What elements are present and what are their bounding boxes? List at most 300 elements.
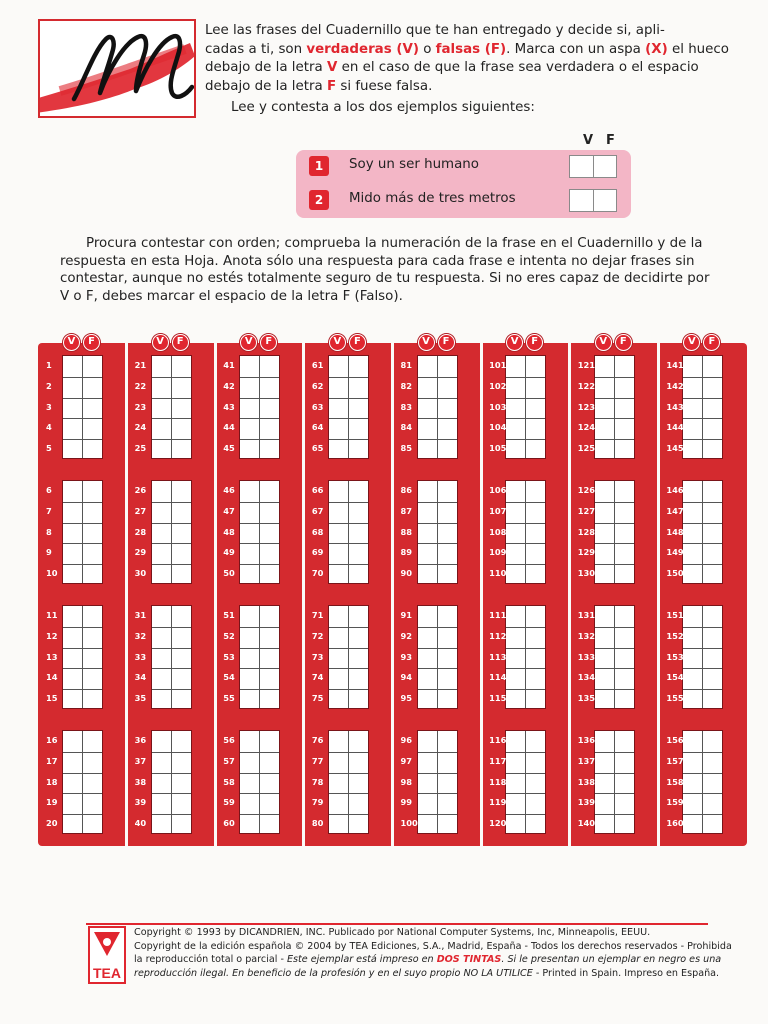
item-number: 106 (489, 485, 507, 495)
answer-block (417, 480, 458, 584)
f-answer-cell[interactable] (172, 523, 192, 544)
intro-highlight: falsas (F) (435, 41, 507, 57)
footer-copyright (134, 926, 734, 980)
f-answer-cell[interactable] (172, 793, 192, 814)
f-answer-cell[interactable] (172, 564, 192, 585)
intro-text: debajo de la letra (205, 78, 327, 94)
f-answer-cell[interactable] (615, 648, 635, 669)
f-answer-cell[interactable] (526, 439, 546, 460)
f-answer-cell[interactable] (83, 481, 103, 502)
item-number: 160 (666, 818, 684, 829)
item-number: 62 (311, 380, 324, 391)
f-answer-cell[interactable] (438, 377, 458, 398)
f-answer-cell[interactable] (703, 418, 723, 439)
f-answer-cell[interactable] (349, 439, 369, 460)
answer-block (151, 480, 192, 584)
f-answer-cell[interactable] (526, 731, 546, 752)
f-answer-cell[interactable] (526, 564, 546, 585)
answer-block (505, 730, 546, 834)
f-answer-cell[interactable] (438, 731, 458, 752)
answer-block (328, 605, 369, 709)
item-number: 42 (223, 380, 235, 391)
f-answer-cell[interactable] (172, 502, 192, 523)
item-number: 109 (489, 547, 507, 558)
f-answer-cell[interactable] (83, 627, 103, 648)
f-answer-cell[interactable] (172, 481, 192, 502)
item-number: 4 (46, 422, 52, 433)
f-answer-cell[interactable] (260, 439, 280, 460)
instructions-line: Procura contestar con orden; comprueba la numeración de la frase en el Cuadernillo y de la (86, 236, 703, 251)
f-answer-cell[interactable] (438, 481, 458, 502)
f-answer-cell[interactable] (615, 418, 635, 439)
f-answer-cell[interactable] (438, 668, 458, 689)
f-answer-cell[interactable] (349, 814, 369, 835)
f-answer-cell[interactable] (349, 377, 369, 398)
item-number: 145 (666, 443, 684, 454)
f-answer-cell[interactable] (615, 377, 635, 398)
f-answer-cell[interactable] (260, 481, 280, 502)
f-answer-cell[interactable] (438, 564, 458, 585)
f-answer-cell[interactable] (703, 398, 723, 419)
f-answer-cell[interactable] (349, 752, 369, 773)
item-number: 119 (489, 797, 507, 808)
f-answer-cell[interactable] (349, 523, 369, 544)
item-number: 8 (46, 526, 52, 537)
item-number: 156 (666, 735, 684, 745)
f-answer-cell[interactable] (172, 377, 192, 398)
example-number: 2 (309, 190, 329, 210)
f-answer-cell[interactable] (615, 523, 635, 544)
f-answer-cell[interactable] (438, 502, 458, 523)
column-gutter (214, 343, 217, 846)
item-number: 46 (223, 485, 235, 495)
item-number: 60 (223, 818, 235, 829)
f-answer-cell[interactable] (83, 502, 103, 523)
item-number: 137 (577, 755, 596, 766)
item-number: 148 (666, 526, 684, 537)
f-answer-cell[interactable] (526, 377, 546, 398)
f-answer-cell[interactable] (438, 356, 458, 377)
item-number: 91 (400, 610, 413, 620)
f-answer-cell[interactable] (83, 418, 103, 439)
f-answer-cell[interactable] (260, 418, 280, 439)
item-number: 93 (400, 651, 413, 662)
f-answer-cell[interactable] (615, 752, 635, 773)
item-number: 70 (311, 568, 324, 579)
f-answer-cell[interactable] (438, 439, 458, 460)
example-f-checkbox[interactable] (594, 190, 617, 211)
item-number: 67 (311, 505, 324, 516)
item-number: 107 (489, 505, 507, 516)
answer-block (151, 605, 192, 709)
f-answer-cell[interactable] (172, 543, 192, 564)
f-answer-cell[interactable] (526, 814, 546, 835)
item-number: 120 (489, 818, 507, 829)
f-answer-cell[interactable] (349, 564, 369, 585)
answer-block (594, 730, 635, 834)
item-number: 159 (666, 797, 684, 808)
item-number: 125 (577, 443, 596, 454)
item-number: 31 (134, 610, 147, 620)
item-number: 5 (46, 443, 52, 454)
f-answer-cell[interactable] (83, 543, 103, 564)
f-answer-cell[interactable] (83, 752, 103, 773)
f-answer-cell[interactable] (615, 627, 635, 648)
column-gutter (568, 343, 571, 846)
f-answer-cell[interactable] (172, 356, 192, 377)
item-number: 28 (134, 526, 147, 537)
f-answer-cell[interactable] (349, 731, 369, 752)
intro-highlight: (X) (645, 41, 668, 57)
f-answer-cell[interactable] (703, 356, 723, 377)
item-number: 51 (223, 610, 235, 620)
f-answer-cell[interactable] (349, 793, 369, 814)
f-answer-cell[interactable] (260, 564, 280, 585)
f-answer-cell[interactable] (260, 689, 280, 710)
answer-block (505, 480, 546, 584)
f-answer-cell[interactable] (703, 481, 723, 502)
f-answer-cell[interactable] (83, 814, 103, 835)
f-answer-cell[interactable] (172, 731, 192, 752)
tea-logo-text: TEA (93, 965, 121, 981)
f-answer-cell[interactable] (260, 398, 280, 419)
item-number: 111 (489, 610, 507, 620)
footer-text-segment: - Printed in Spain. Impreso en España. (532, 967, 720, 979)
v-column-header: V (595, 334, 612, 351)
column-gutter (391, 343, 394, 846)
f-answer-cell[interactable] (83, 523, 103, 544)
f-answer-cell[interactable] (615, 689, 635, 710)
f-answer-cell[interactable] (526, 773, 546, 794)
f-answer-cell[interactable] (83, 793, 103, 814)
f-answer-cell[interactable] (172, 668, 192, 689)
f-answer-cell[interactable] (172, 689, 192, 710)
f-answer-cell[interactable] (615, 814, 635, 835)
f-column-header: F (349, 334, 366, 351)
f-answer-cell[interactable] (703, 689, 723, 710)
f-answer-cell[interactable] (260, 793, 280, 814)
v-column-header: V (683, 334, 700, 351)
f-answer-cell[interactable] (615, 356, 635, 377)
f-answer-cell[interactable] (438, 773, 458, 794)
f-answer-cell[interactable] (260, 502, 280, 523)
example-f-checkbox[interactable] (594, 156, 617, 177)
intro-line (205, 41, 729, 60)
f-answer-cell[interactable] (349, 356, 369, 377)
f-answer-cell[interactable] (349, 502, 369, 523)
f-answer-cell[interactable] (703, 627, 723, 648)
f-answer-cell[interactable] (526, 523, 546, 544)
footer-text-segment: reproducción ilegal. En beneficio de la profesión y en el suyo propio NO LA UTILICE (134, 967, 533, 979)
f-answer-cell[interactable] (615, 773, 635, 794)
f-answer-cell[interactable] (438, 689, 458, 710)
f-answer-cell[interactable] (703, 543, 723, 564)
item-number: 38 (134, 776, 147, 787)
f-answer-cell[interactable] (703, 564, 723, 585)
item-number: 153 (666, 651, 684, 662)
f-answer-cell[interactable] (260, 523, 280, 544)
intro-highlight: V (326, 60, 338, 75)
f-answer-cell[interactable] (526, 418, 546, 439)
f-answer-cell[interactable] (703, 502, 723, 523)
item-number: 152 (666, 630, 684, 641)
item-number: 3 (46, 401, 52, 412)
item-number: 37 (134, 755, 147, 766)
footer-text-segment: la reproducción total o parcial - (134, 954, 287, 966)
f-answer-cell[interactable] (260, 627, 280, 648)
item-number: 44 (223, 422, 235, 433)
item-number: 126 (577, 485, 596, 495)
f-answer-cell[interactable] (260, 543, 280, 564)
f-answer-cell[interactable] (615, 481, 635, 502)
f-answer-cell[interactable] (438, 648, 458, 669)
f-answer-cell[interactable] (615, 668, 635, 689)
tea-logo (88, 926, 126, 984)
item-number: 78 (311, 776, 324, 787)
f-answer-cell[interactable] (349, 668, 369, 689)
f-answer-cell[interactable] (615, 564, 635, 585)
item-number: 19 (46, 797, 58, 808)
item-number: 66 (311, 485, 324, 495)
f-answer-cell[interactable] (260, 668, 280, 689)
item-number: 114 (489, 672, 507, 683)
f-answer-cell[interactable] (526, 356, 546, 377)
item-number: 29 (134, 547, 147, 558)
example-text: Mido más de tres metros (349, 191, 516, 206)
item-number: 136 (577, 735, 596, 745)
f-answer-cell[interactable] (260, 648, 280, 669)
f-answer-cell[interactable] (526, 793, 546, 814)
item-number: 53 (223, 651, 235, 662)
column-gutter (125, 343, 128, 846)
item-number: 96 (400, 735, 413, 745)
f-answer-cell[interactable] (172, 814, 192, 835)
item-number: 113 (489, 651, 507, 662)
f-answer-cell[interactable] (703, 668, 723, 689)
f-answer-cell[interactable] (172, 439, 192, 460)
item-number: 45 (223, 443, 235, 454)
f-answer-cell[interactable] (526, 606, 546, 627)
f-answer-cell[interactable] (615, 793, 635, 814)
answer-block (417, 355, 458, 459)
f-answer-cell[interactable] (349, 481, 369, 502)
f-answer-cell[interactable] (526, 689, 546, 710)
item-number: 64 (311, 422, 324, 433)
f-answer-cell[interactable] (83, 606, 103, 627)
intro-highlight: F (326, 78, 337, 94)
f-answer-cell[interactable] (349, 648, 369, 669)
item-number: 92 (400, 630, 413, 641)
f-answer-cell[interactable] (615, 502, 635, 523)
intro-line (205, 22, 725, 41)
f-answer-cell[interactable] (703, 606, 723, 627)
f-answer-cell[interactable] (703, 439, 723, 460)
f-answer-cell[interactable] (615, 398, 635, 419)
item-number: 18 (46, 776, 58, 787)
f-answer-cell[interactable] (703, 814, 723, 835)
f-answer-cell[interactable] (83, 356, 103, 377)
item-number: 112 (489, 630, 507, 641)
f-answer-cell[interactable] (703, 523, 723, 544)
f-answer-cell[interactable] (260, 752, 280, 773)
f-answer-cell[interactable] (83, 564, 103, 585)
f-answer-cell[interactable] (349, 418, 369, 439)
footer-text-segment: . Si le presentan un ejemplar en negro es una (501, 954, 722, 966)
item-number: 85 (400, 443, 413, 454)
intro-text: Lee las frases del Cuadernillo que te han entregado y decide si, apli- (205, 23, 665, 38)
f-answer-cell[interactable] (438, 606, 458, 627)
f-answer-cell[interactable] (172, 398, 192, 419)
f-answer-cell[interactable] (526, 543, 546, 564)
item-number: 132 (577, 630, 596, 641)
item-number: 147 (666, 505, 684, 516)
example-box (296, 150, 631, 218)
answer-block (682, 730, 723, 834)
f-answer-cell[interactable] (615, 731, 635, 752)
item-number: 30 (134, 568, 147, 579)
item-number: 89 (400, 547, 413, 558)
example-answer-boxes (569, 155, 617, 178)
f-answer-cell[interactable] (615, 543, 635, 564)
f-answer-cell[interactable] (349, 398, 369, 419)
f-answer-cell[interactable] (83, 377, 103, 398)
item-number: 15 (46, 693, 58, 704)
item-number: 118 (489, 776, 507, 787)
item-number: 94 (400, 672, 413, 683)
f-answer-cell[interactable] (703, 773, 723, 794)
item-number: 77 (311, 755, 324, 766)
f-answer-cell[interactable] (172, 627, 192, 648)
f-answer-cell[interactable] (703, 731, 723, 752)
column-gutter (302, 343, 305, 846)
f-answer-cell[interactable] (260, 356, 280, 377)
f-answer-cell[interactable] (526, 648, 546, 669)
answer-block (62, 730, 103, 834)
intro-text: debajo de la letra (205, 60, 327, 75)
item-number: 59 (223, 797, 235, 808)
f-answer-cell[interactable] (349, 627, 369, 648)
f-answer-cell[interactable] (703, 752, 723, 773)
v-column-header: V (240, 334, 257, 351)
f-answer-cell[interactable] (438, 793, 458, 814)
f-answer-cell[interactable] (349, 543, 369, 564)
item-number: 72 (311, 630, 324, 641)
f-answer-cell[interactable] (438, 814, 458, 835)
f-answer-cell[interactable] (172, 418, 192, 439)
f-answer-cell[interactable] (83, 398, 103, 419)
item-number: 6 (46, 485, 52, 495)
f-answer-cell[interactable] (615, 606, 635, 627)
f-answer-cell[interactable] (172, 606, 192, 627)
f-answer-cell[interactable] (615, 439, 635, 460)
column-gutter (657, 343, 660, 846)
f-answer-cell[interactable] (349, 689, 369, 710)
f-answer-cell[interactable] (172, 752, 192, 773)
f-answer-cell[interactable] (260, 773, 280, 794)
item-number: 95 (400, 693, 413, 704)
f-answer-cell[interactable] (438, 543, 458, 564)
f-answer-cell[interactable] (260, 814, 280, 835)
answer-block (151, 355, 192, 459)
f-answer-cell[interactable] (438, 627, 458, 648)
f-answer-cell[interactable] (438, 398, 458, 419)
footer-line (134, 926, 734, 940)
item-number: 39 (134, 797, 147, 808)
f-answer-cell[interactable] (438, 418, 458, 439)
answer-block (328, 480, 369, 584)
intro-highlight: verdaderas (V) (306, 41, 419, 57)
f-answer-cell[interactable] (438, 752, 458, 773)
example-v-checkbox[interactable] (570, 156, 594, 177)
item-number: 104 (489, 422, 507, 433)
item-number: 21 (134, 360, 147, 370)
item-number: 17 (46, 755, 58, 766)
item-number: 55 (223, 693, 235, 704)
example-v-checkbox[interactable] (570, 190, 594, 211)
item-number: 23 (134, 401, 147, 412)
f-answer-cell[interactable] (703, 377, 723, 398)
f-answer-cell[interactable] (172, 648, 192, 669)
item-number: 105 (489, 443, 507, 454)
answer-block (239, 355, 280, 459)
item-number: 57 (223, 755, 235, 766)
f-answer-cell[interactable] (83, 668, 103, 689)
f-answer-cell[interactable] (526, 668, 546, 689)
f-answer-cell[interactable] (172, 773, 192, 794)
f-answer-cell[interactable] (703, 793, 723, 814)
f-answer-cell[interactable] (526, 398, 546, 419)
example-row (296, 152, 631, 182)
f-answer-cell[interactable] (83, 439, 103, 460)
tea-logo-graphic (88, 926, 126, 984)
f-answer-cell[interactable] (83, 648, 103, 669)
f-answer-cell[interactable] (703, 648, 723, 669)
item-number: 88 (400, 526, 413, 537)
intro-text: . Marca con un aspa (506, 41, 646, 57)
item-number: 52 (223, 630, 235, 641)
f-answer-cell[interactable] (526, 502, 546, 523)
f-answer-cell[interactable] (526, 481, 546, 502)
intro-text: cadas a ti, son (205, 41, 307, 57)
f-answer-cell[interactable] (526, 752, 546, 773)
m-logo-graphic (40, 21, 196, 118)
f-answer-cell[interactable] (349, 773, 369, 794)
footer-text-segment: DOS TINTAS (436, 954, 502, 966)
f-answer-cell[interactable] (83, 731, 103, 752)
item-number: 32 (134, 630, 147, 641)
f-answer-cell[interactable] (83, 773, 103, 794)
answer-block (594, 480, 635, 584)
f-answer-cell[interactable] (83, 689, 103, 710)
item-number: 138 (577, 776, 596, 787)
f-answer-cell[interactable] (260, 377, 280, 398)
item-number: 33 (134, 651, 147, 662)
item-number: 84 (400, 422, 413, 433)
item-number: 121 (577, 360, 596, 370)
item-number: 124 (577, 422, 596, 433)
item-number: 61 (311, 360, 324, 370)
f-column-header: F (260, 334, 277, 351)
f-answer-cell[interactable] (526, 627, 546, 648)
item-number: 103 (489, 401, 507, 412)
f-answer-cell[interactable] (260, 731, 280, 752)
f-answer-cell[interactable] (438, 523, 458, 544)
item-number: 58 (223, 776, 235, 787)
f-answer-cell[interactable] (349, 606, 369, 627)
item-number: 158 (666, 776, 684, 787)
f-answer-cell[interactable] (260, 606, 280, 627)
item-number: 131 (577, 610, 596, 620)
